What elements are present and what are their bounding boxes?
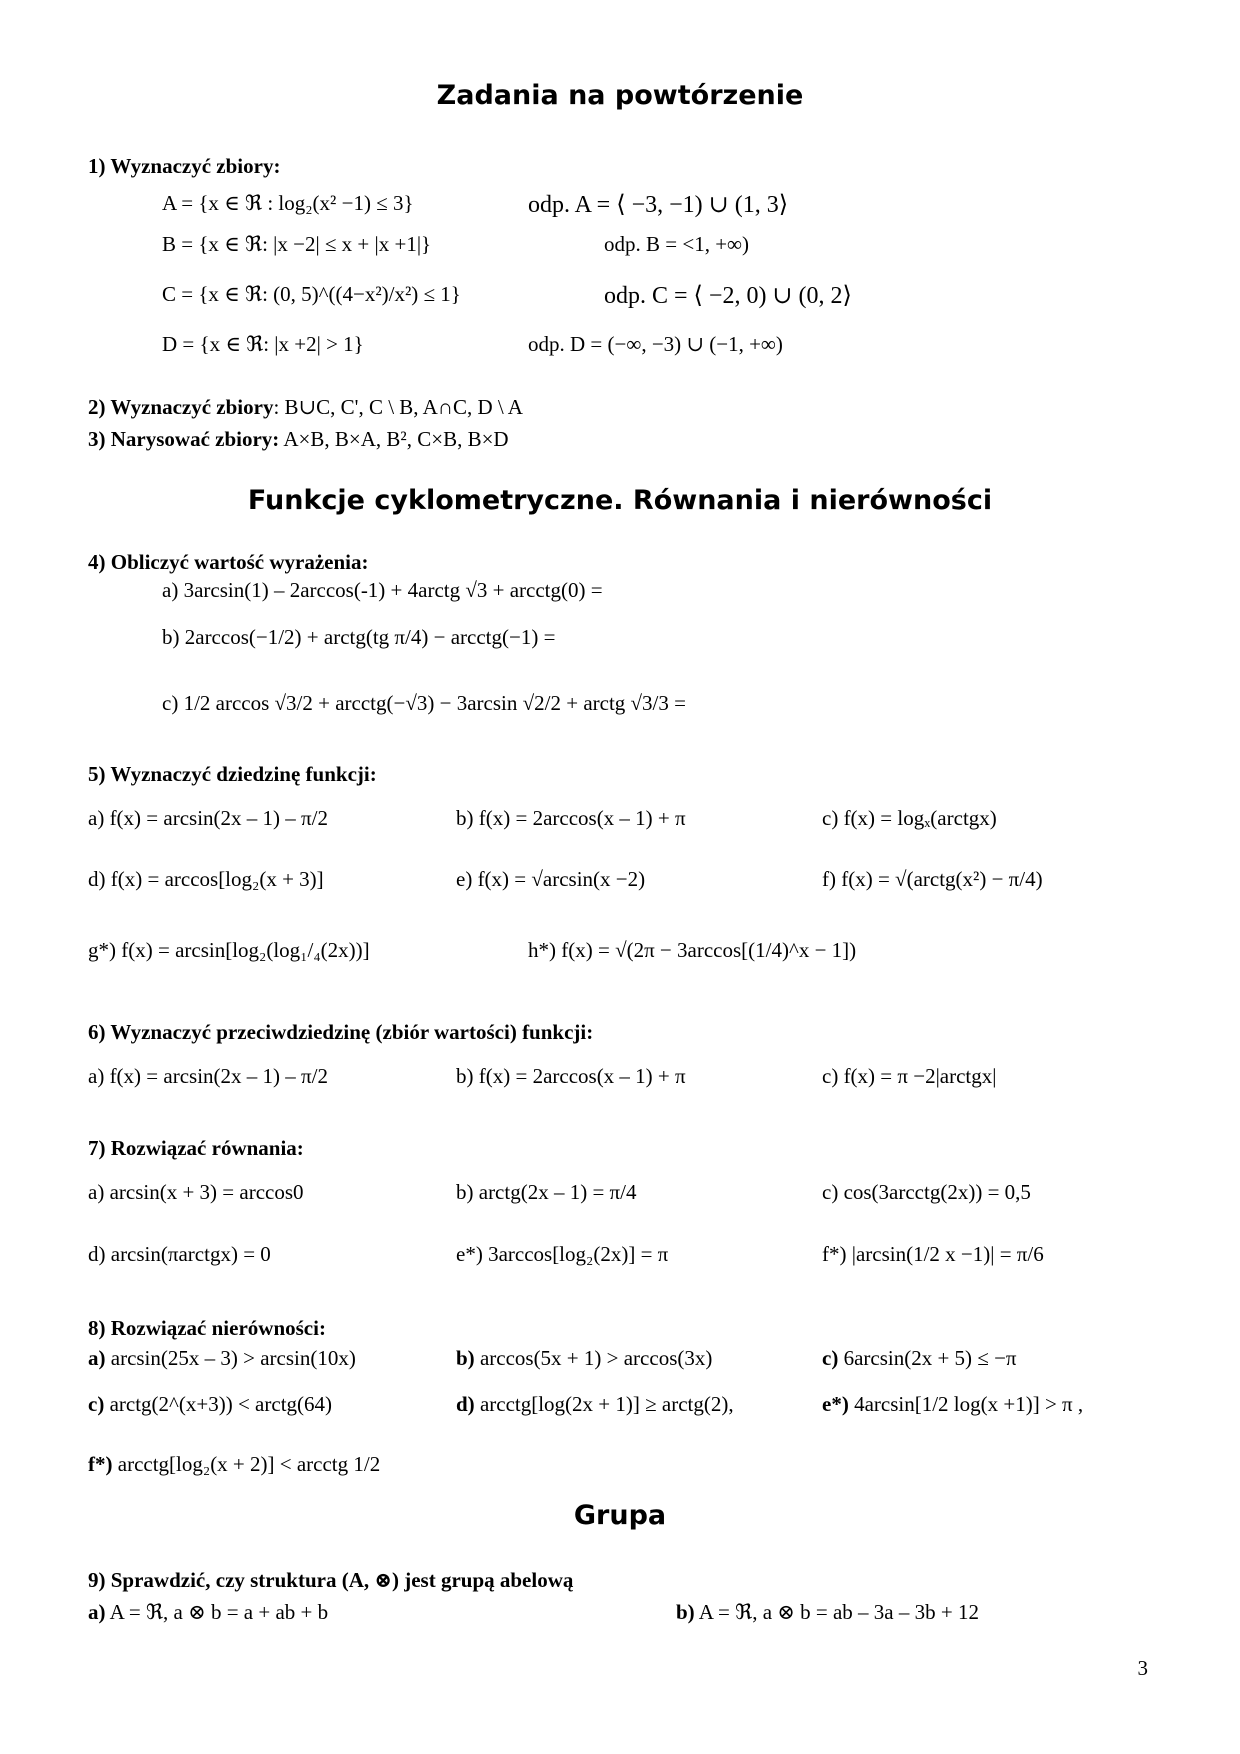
task5-c: c) f(x) = logₓ(arctgx) (822, 806, 997, 830)
heading-group: Grupa (573, 1500, 667, 1531)
task7-e: e*) 3arccos[log₂(2x)] = π (456, 1242, 669, 1266)
set-b-definition: B = {x ∈ ℜ: |x −2| ≤ x + |x +1|} (162, 232, 432, 256)
task8-f (88, 1454, 380, 1475)
task4-c: c) 1/2 arccos √3/2 + arcctg(−√3) − 3arcsin √2/2 + arctg √3/3 = (162, 691, 686, 715)
task6-a: a) f(x) = arcsin(2x – 1) – π/2 (88, 1064, 328, 1088)
answer-d: odp. D = (−∞, −3) ∪ (−1, +∞) (528, 332, 783, 356)
task5-f: f) f(x) = √(arctg(x²) − π/4) (822, 867, 1043, 891)
label-c2: c) (88, 1392, 105, 1416)
task4-title: 4) Obliczyć wartość wyrażenia: (88, 550, 369, 574)
task8-c1 (822, 1348, 1017, 1369)
task6-title: 6) Wyznaczyć przeciwdziedzinę (zbiór wartości) funkcji: (88, 1020, 594, 1044)
task8-b-expr: arccos(5x + 1) > arccos(3x) (479, 1346, 713, 1370)
task7-title: 7) Rozwiązać równania: (88, 1136, 304, 1160)
task9-a-expr: A = ℜ, a ⊗ b = a + ab + b (109, 1600, 329, 1624)
task2-title: 2) Wyznaczyć zbiory (88, 395, 274, 419)
task8-a (88, 1348, 356, 1369)
task1-title: 1) Wyznaczyć zbiory: (88, 154, 281, 178)
task5-g: g*) f(x) = arcsin[log₂(log₁/₄(2x))] (88, 938, 370, 962)
task9-b-expr: A = ℜ, a ⊗ b = ab – 3a – 3b + 12 (698, 1600, 979, 1624)
task8-b (456, 1348, 712, 1369)
answer-c: odp. C = ⟨ −2, 0) ∪ (0, 2⟩ (604, 283, 852, 309)
task5-title: 5) Wyznaczyć dziedzinę funkcji: (88, 762, 377, 786)
task3-title: 3) Narysować zbiory: (88, 427, 280, 451)
label-d: d) (456, 1392, 475, 1416)
task5-a: a) f(x) = arcsin(2x – 1) – π/2 (88, 806, 328, 830)
task9-title: 9) Sprawdzić, czy struktura (A, ⊗) jest grupą abelową (88, 1568, 574, 1592)
heading-review: Zadania na powtórzenie (436, 80, 804, 111)
label-e: e*) (822, 1392, 849, 1416)
task6-b: b) f(x) = 2arccos(x – 1) + π (456, 1064, 686, 1088)
task8-c2-expr: arctg(2^(x+3)) < arctg(64) (109, 1392, 333, 1416)
label-a: a) (88, 1346, 106, 1370)
label-c: c) (822, 1346, 839, 1370)
set-c-definition: C = {x ∈ ℜ: (0, 5)^((4−x²)/x²) ≤ 1} (162, 282, 461, 306)
task8-d (456, 1394, 734, 1415)
label-b: b) (456, 1346, 475, 1370)
task9-b (676, 1602, 979, 1623)
task8-a-expr: arcsin(25x – 3) > arcsin(10x) (110, 1346, 356, 1370)
answer-a: odp. A = ⟨ −3, −1) ∪ (1, 3⟩ (528, 192, 789, 218)
heading-cyclometric: Funkcje cyklometryczne. Równania i nierówności (247, 485, 993, 516)
label-9b: b) (676, 1600, 695, 1624)
task3 (88, 429, 509, 450)
task5-h: h*) f(x) = √(2π − 3arccos[(1/4)^x − 1]) (528, 938, 857, 962)
task7-a: a) arcsin(x + 3) = arccos0 (88, 1180, 304, 1204)
task5-b: b) f(x) = 2arccos(x – 1) + π (456, 806, 686, 830)
task2-body: : B∪C, C', C \ B, A∩C, D \ A (273, 395, 523, 419)
task8-e-expr: 4arcsin[1/2 log(x +1)] > π , (854, 1392, 1084, 1416)
task7-c: c) cos(3arcctg(2x)) = 0,5 (822, 1180, 1031, 1204)
page-number: 3 (1137, 1656, 1148, 1680)
task8-c1-expr: 6arcsin(2x + 5) ≤ −π (843, 1346, 1017, 1370)
label-9a: a) (88, 1600, 106, 1624)
label-f: f*) (88, 1452, 113, 1476)
task8-e (822, 1394, 1083, 1415)
answer-b: odp. B = <1, +∞) (604, 232, 750, 256)
task8-d-expr: arcctg[log(2x + 1)] ≥ arctg(2), (479, 1392, 734, 1416)
task5-e: e) f(x) = √arcsin(x −2) (456, 867, 646, 891)
task3-body: A×B, B×A, B², C×B, B×D (279, 427, 509, 451)
set-a-definition: A = {x ∈ ℜ : log₂(x² −1) ≤ 3} (162, 191, 414, 215)
task8-c2 (88, 1394, 332, 1415)
task9-a (88, 1602, 328, 1623)
task5-d: d) f(x) = arccos[log₂(x + 3)] (88, 867, 324, 891)
task6-c: c) f(x) = π −2|arctgx| (822, 1064, 997, 1088)
set-d-definition: D = {x ∈ ℜ: |x +2| > 1} (162, 332, 364, 356)
task7-d: d) arcsin(πarctgx) = 0 (88, 1242, 271, 1266)
task7-f: f*) |arcsin(1/2 x −1)| = π/6 (822, 1242, 1044, 1266)
task8-title: 8) Rozwiązać nierówności: (88, 1316, 326, 1340)
task8-f-expr: arcctg[log₂(x + 2)] < arcctg 1/2 (117, 1452, 381, 1476)
task2 (88, 397, 523, 418)
task7-b: b) arctg(2x – 1) = π/4 (456, 1180, 637, 1204)
task4-b: b) 2arccos(−1/2) + arctg(tg π/4) − arcctg(−1) = (162, 625, 556, 649)
task4-a: a) 3arcsin(1) – 2arccos(-1) + 4arctg √3 + arcctg(0) = (162, 578, 603, 602)
